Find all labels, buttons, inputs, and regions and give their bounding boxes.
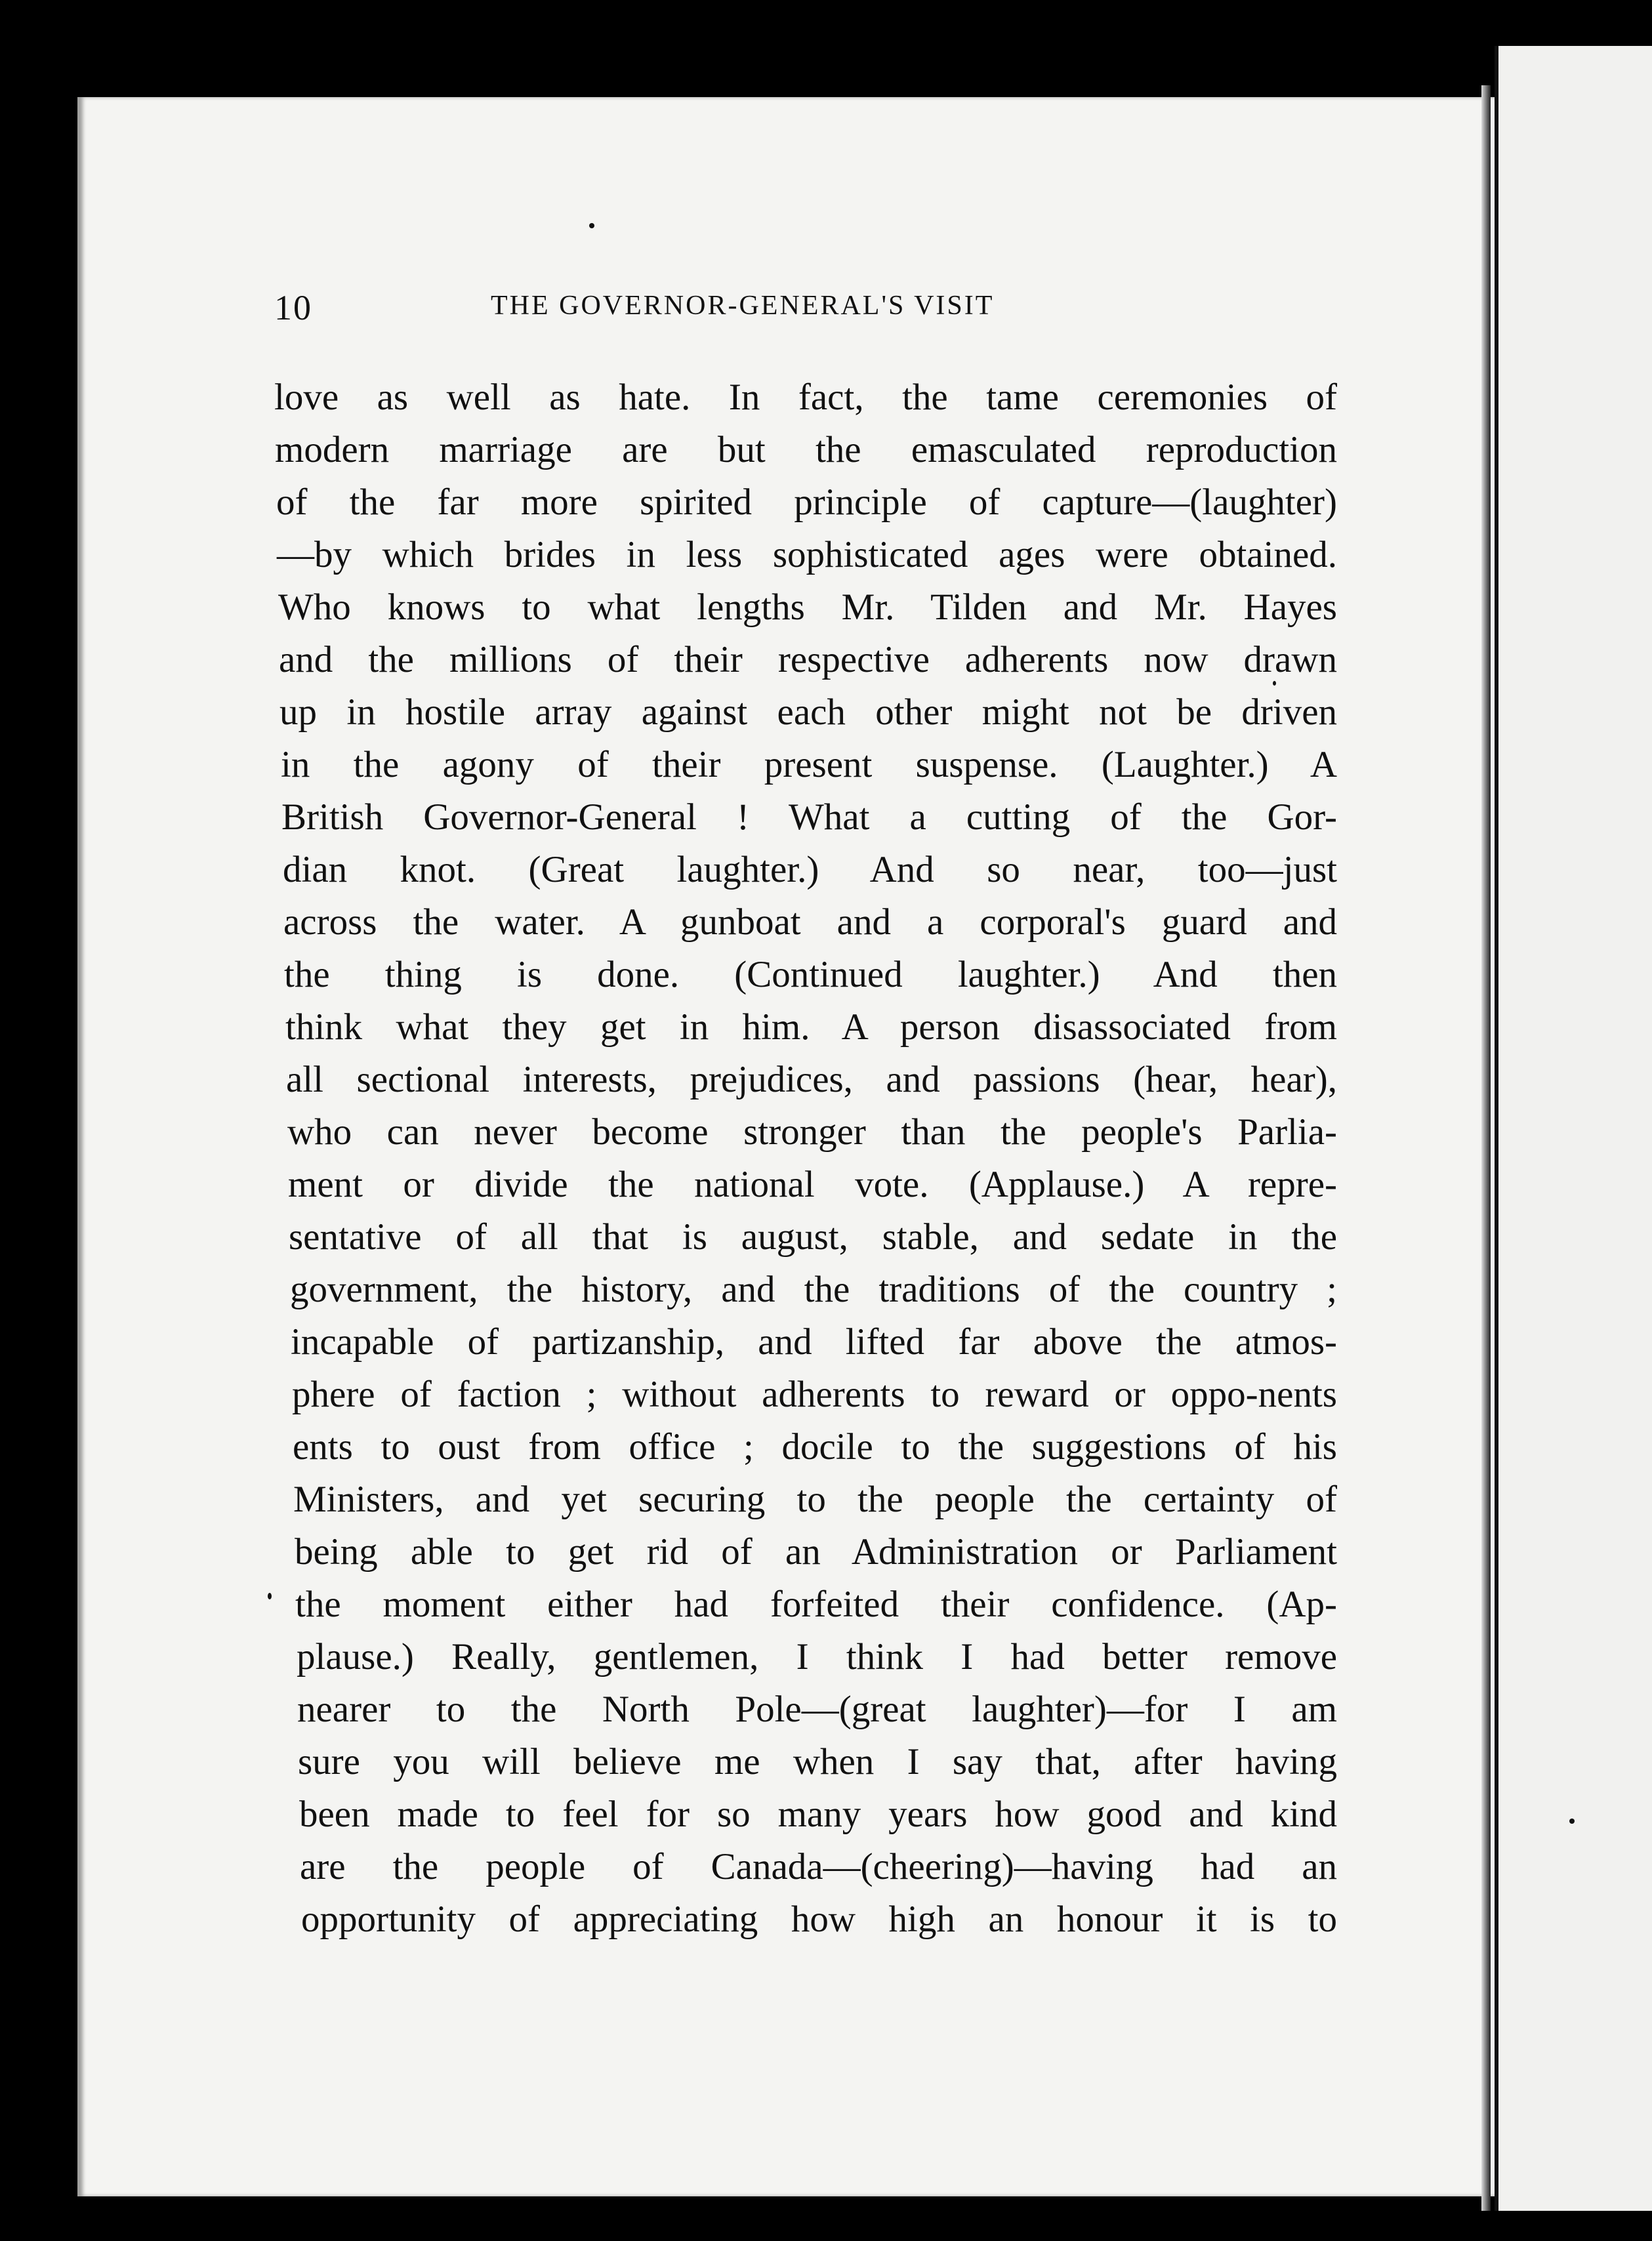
text-line: the moment either had forfeited their confidence. (Ap- (295, 1584, 1337, 1625)
paper-speck (1273, 681, 1276, 686)
body-text (274, 371, 1337, 1946)
text-line: British Governor-General ! What a cutting of the Gor- (281, 796, 1337, 838)
text-line: in the agony of their present suspense. (Laughter.) A (281, 744, 1337, 785)
text-line: Who knows to what lengths Mr. Tilden and Mr. Hayes (278, 586, 1337, 628)
text-line: nearer to the North Pole—(great laughter)—for I am (297, 1689, 1337, 1730)
text-line: and the millions of their respective adherents now drawn (279, 639, 1337, 680)
text-line: who can never become stronger than the people's Parlia- (287, 1111, 1337, 1153)
text-line: —by which brides in less sophisticated ages were obtained. (277, 534, 1337, 575)
text-line: plause.) Really, gentlemen, I think I had better remove (297, 1636, 1337, 1677)
text-line: being able to get rid of an Administration or Parliament (295, 1531, 1337, 1573)
text-line: ment or divide the national vote. (Applause.) A repre- (288, 1164, 1337, 1205)
text-line: are the people of Canada—(cheering)—having had an (300, 1846, 1337, 1887)
text-line: modern marriage are but the emasculated reproduction (275, 429, 1337, 470)
text-line: think what they get in him. A person disassociated from (285, 1006, 1337, 1048)
text-line: across the water. A gunboat and a corporal's guard and (283, 901, 1337, 943)
text-line: incapable of partizanship, and lifted far above the atmos- (291, 1321, 1337, 1363)
page-gutter-shadow (1481, 85, 1491, 2211)
text-line: Ministers, and yet securing to the people the certainty of (293, 1479, 1337, 1520)
text-line: sure you will believe me when I say that, after having (298, 1741, 1337, 1782)
text-line: opportunity of appreciating how high an honour it is to (301, 1899, 1337, 1940)
paper-speck (589, 223, 594, 228)
text-line: sentative of all that is august, stable, and sedate in the (289, 1216, 1337, 1258)
page-header (274, 287, 1534, 340)
facing-page-edge (1495, 46, 1652, 2211)
text-line: been made to feel for so many years how good and kind (299, 1794, 1337, 1835)
text-line: up in hostile array against each other might not be driven (279, 691, 1337, 733)
paper-speck (268, 1593, 272, 1599)
text-line: dian knot. (Great laughter.) And so near, too—just (283, 849, 1337, 890)
text-line: the thing is done. (Continued laughter.) And then (284, 954, 1337, 995)
page-number: 10 (274, 288, 312, 327)
text-line: all sectional interests, prejudices, and passions (hear, hear), (286, 1059, 1337, 1100)
running-head: THE GOVERNOR-GENERAL'S VISIT (491, 291, 995, 321)
text-line: ents to oust from office ; docile to the suggestions of his (293, 1426, 1337, 1468)
text-line: love as well as hate. In fact, the tame ceremonies of (274, 377, 1337, 418)
text-line: government, the history, and the traditions of the country ; (290, 1269, 1337, 1310)
paper-speck (1569, 1819, 1575, 1824)
text-line: phere of faction ; without adherents to reward or oppo-nents (292, 1374, 1337, 1415)
text-line: of the far more spirited principle of capture—(laughter) (276, 482, 1337, 523)
